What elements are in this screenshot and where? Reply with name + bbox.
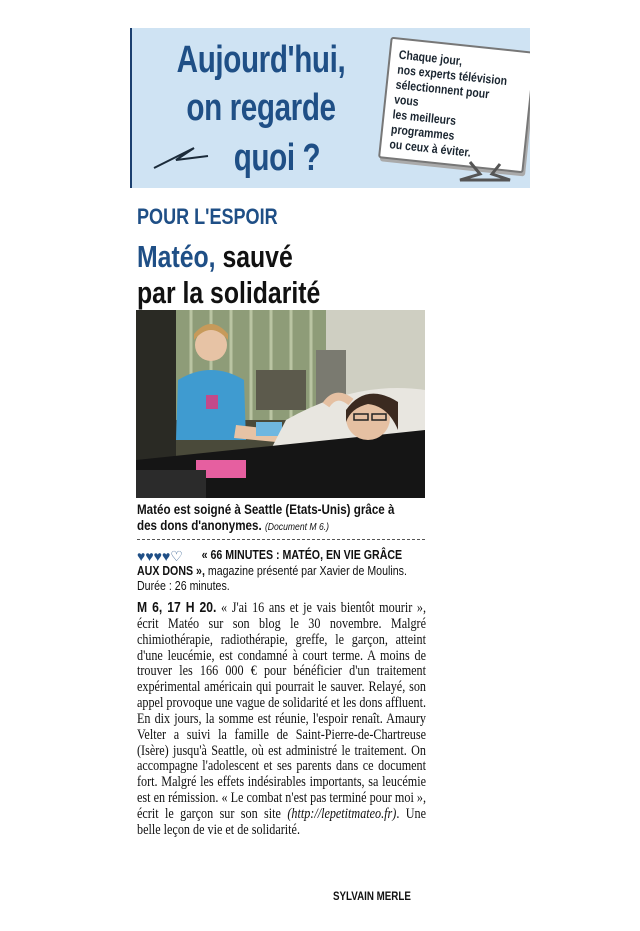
article-body-part-2: . Une belle leçon de vie et de solidarité.: [137, 805, 426, 838]
article-kicker: POUR L'ESPOIR: [137, 204, 278, 229]
heart-icon-empty: ♡: [170, 548, 183, 564]
photo-caption-credit: (Document M 6.): [264, 522, 329, 533]
tv-screen-text: Chaque jour, nos experts télévision sélectionnent pour vous les meilleurs programmes ou ceux à éviter.: [388, 47, 508, 160]
article-title-accent: Matéo,: [137, 239, 216, 274]
broadcast-slot: M 6, 17 H 20.: [137, 600, 217, 616]
article-body: [137, 601, 426, 839]
program-info: [137, 548, 426, 595]
article-title-rest: sauvé: [215, 239, 293, 274]
tv-screen: [378, 37, 530, 174]
heart-icon-filled: ♥: [137, 548, 146, 564]
author-byline: SYLVAIN MERLE: [333, 891, 411, 903]
photo-caption: [137, 502, 395, 536]
heart-icon-filled: ♥: [161, 548, 171, 564]
article-photo: [136, 310, 425, 498]
heart-icon-filled: ♥: [153, 548, 162, 564]
tv-stand-icon: [450, 158, 520, 188]
speech-mark-icon: [150, 138, 210, 178]
program-description: magazine présenté par Xavier de Moulins. Durée : 26 minutes.: [137, 563, 407, 593]
article-title-line-1: [137, 240, 293, 274]
program-title: « 66 MINUTES : MATÉO, EN VIE GRÂCE AUX DONS »,: [137, 548, 403, 578]
article-body-url: (http://lepetitmateo.fr): [287, 805, 397, 822]
heart-icon-filled: ♥: [145, 548, 154, 564]
banner-headline-line-3: quoi ?: [233, 137, 321, 179]
banner-headline-line-2: on regarde: [186, 87, 336, 129]
section-banner: [132, 28, 530, 188]
article-title-line-2: par la solidarité: [137, 275, 321, 310]
photo-caption-text: Matéo est soigné à Seattle (Etats-Unis) grâce à des dons d'anonymes.: [137, 502, 395, 533]
article-body-part-1: « J'ai 16 ans et je vais bientôt mourir », écrit Matéo sur son blog le 30 novembre. Malgré chimiothérapie, radiothérapie, greffe, le garçon, atteint d'une leucémie, est condamné à court terme. A moins de trouver les 166 000 € pour bénéficier d'un traitement expérimental américain qui pourrait le sauver. Relayé, son appel provoque une vague de solidarité et les dons affluent. En dix jours, la somme est réunie, l'espoir renaît. Amaury Velter a suivi la famille de Saint-Pierre-de-Chartreuse (Isère) jusqu'à Seattle, où est administré le traitement. On accompagne l'adolescent et ses parents dans ce document fort. Malgré les effets indésirables importants, sa leucémie est en rémission. « Le combat n'est pas terminé pour moi », écrit le garçon sur son site: [137, 600, 426, 822]
divider: [137, 539, 425, 540]
banner-headline-line-1: Aujourd'hui,: [176, 39, 346, 81]
